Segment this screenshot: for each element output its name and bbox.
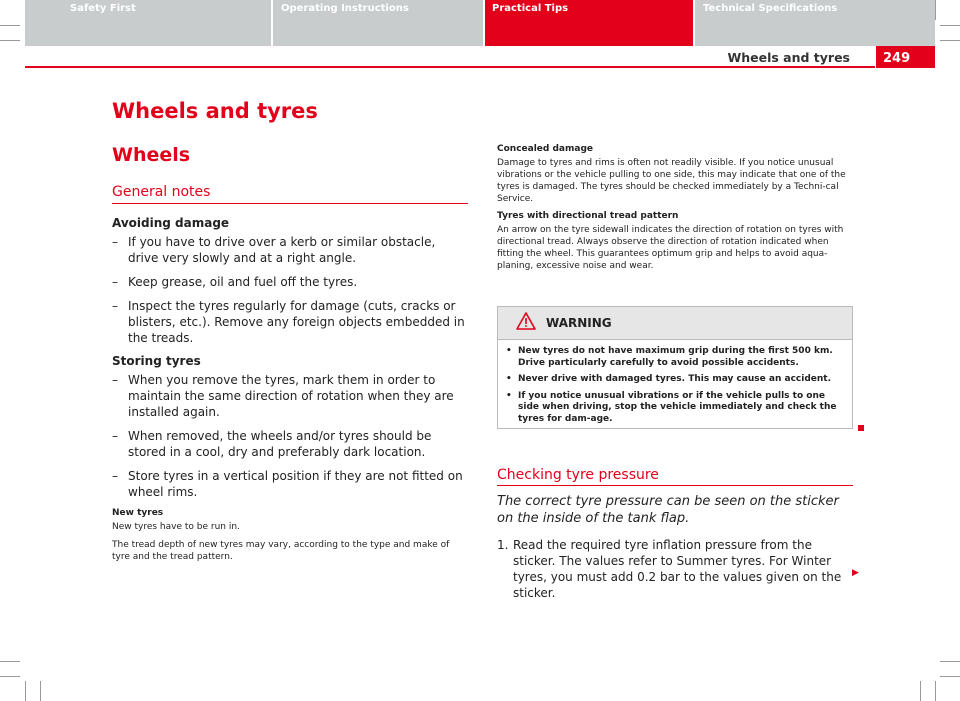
- crop-mark: [0, 676, 20, 677]
- checking-pressure-rule: [497, 485, 853, 486]
- warning-header: [498, 307, 852, 340]
- chapter-title: Wheels and tyres: [112, 99, 318, 123]
- page-number: 249: [883, 51, 911, 66]
- concealed-damage-heading: Concealed damage: [497, 144, 593, 154]
- new-tyres-heading: New tyres: [112, 508, 164, 518]
- checking-pressure-title: Checking tyre pressure: [497, 467, 659, 483]
- crop-mark: [940, 676, 960, 677]
- subsection-rule: [112, 203, 468, 204]
- list-item: – When you remove the tyres, mark them in order to maintain the same direction of rotation when they are installed again.: [112, 373, 454, 419]
- warning-item: • New tyres do not have maximum grip during the first 500 km. Drive particularly carefully to avoid possible accidents.: [506, 346, 833, 368]
- warning-body: [498, 340, 852, 425]
- tab-practical-tips[interactable]: Practical Tips: [485, 0, 693, 46]
- tab-operating-instructions[interactable]: Operating Instructions: [273, 0, 483, 46]
- list-item: – Keep grease, oil and fuel off the tyres.: [112, 275, 358, 289]
- section-end-marker: [858, 425, 864, 431]
- list-item: – Store tyres in a vertical position if they are not fitted on wheel rims.: [112, 469, 463, 499]
- header-rule: [25, 66, 875, 68]
- crop-mark: [40, 681, 41, 701]
- tab-safety-first[interactable]: Safety First: [25, 0, 271, 46]
- list-item: – Inspect the tyres regularly for damage (cuts, cracks or blisters, etc.). Remove any foreign objects embedded in the treads.: [112, 299, 465, 345]
- crop-mark: [935, 0, 936, 20]
- crop-mark: [0, 25, 20, 26]
- tab-technical-specifications[interactable]: Technical Specifications: [695, 0, 935, 46]
- avoiding-damage-heading: Avoiding damage: [112, 216, 230, 230]
- warning-item: • If you notice unusual vibrations or if the vehicle pulls to one side when driving, stop the vehicle immediately and check the tyres for dam-age.: [506, 390, 837, 424]
- step-item: [497, 537, 853, 601]
- crop-mark: [0, 661, 20, 662]
- warning-box: [497, 306, 853, 429]
- crop-mark: [940, 40, 960, 41]
- left-column: [112, 212, 468, 569]
- crop-mark: [920, 681, 921, 701]
- new-tyres-text: New tyres have to be run in.: [112, 522, 240, 532]
- warning-triangle-icon: [516, 312, 536, 334]
- crop-mark: [940, 25, 960, 26]
- warning-item: • Never drive with damaged tyres. This may cause an accident.: [506, 374, 832, 384]
- directional-heading: Tyres with directional tread pattern: [497, 211, 679, 221]
- step-number: 1.: [497, 538, 509, 552]
- subsection-title: General notes: [112, 184, 211, 200]
- warning-title: WARNING: [546, 316, 612, 330]
- crop-mark: [940, 661, 960, 662]
- checking-pressure-intro: The correct tyre pressure can be seen on the sticker on the inside of the tank flap.: [497, 494, 839, 526]
- new-tyres-text: The tread depth of new tyres may vary, according to the type and make of tyre and the tread pattern.: [112, 540, 450, 562]
- crop-mark: [25, 681, 26, 701]
- concealed-damage-text: Damage to tyres and rims is often not readily visible. If you notice unusual vibrations or the vehicle pulling to one side, this may indicate that one of the tyres is damaged. The tyres should be checked immediately by a Techni-cal Service.: [497, 158, 846, 204]
- list-item: – When removed, the wheels and/or tyres should be stored in a cool, dry and preferably dark location.: [112, 429, 432, 459]
- section-title: Wheels: [112, 144, 191, 166]
- right-column: [497, 144, 853, 278]
- running-header-title: Wheels and tyres: [727, 50, 850, 65]
- step-text: Read the required tyre inflation pressure from the sticker. The values refer to Summer tyres. For Winter tyres, you must add 0.2 bar to the values given on the sticker.: [513, 538, 842, 600]
- storing-tyres-heading: Storing tyres: [112, 354, 201, 368]
- crop-mark: [0, 40, 20, 41]
- list-item: – If you have to drive over a kerb or similar obstacle, drive very slowly and at a right angle.: [112, 235, 436, 265]
- continued-arrow-icon: ▶: [852, 568, 859, 578]
- crop-mark: [935, 681, 936, 701]
- directional-text: An arrow on the tyre sidewall indicates the direction of rotation on tyres with directional tread. Always observe the direction of rotation indicated when fitting the wheel. This guarantees optimum grip and helps to avoid aqua-planing, excessive noise and wear.: [497, 225, 844, 271]
